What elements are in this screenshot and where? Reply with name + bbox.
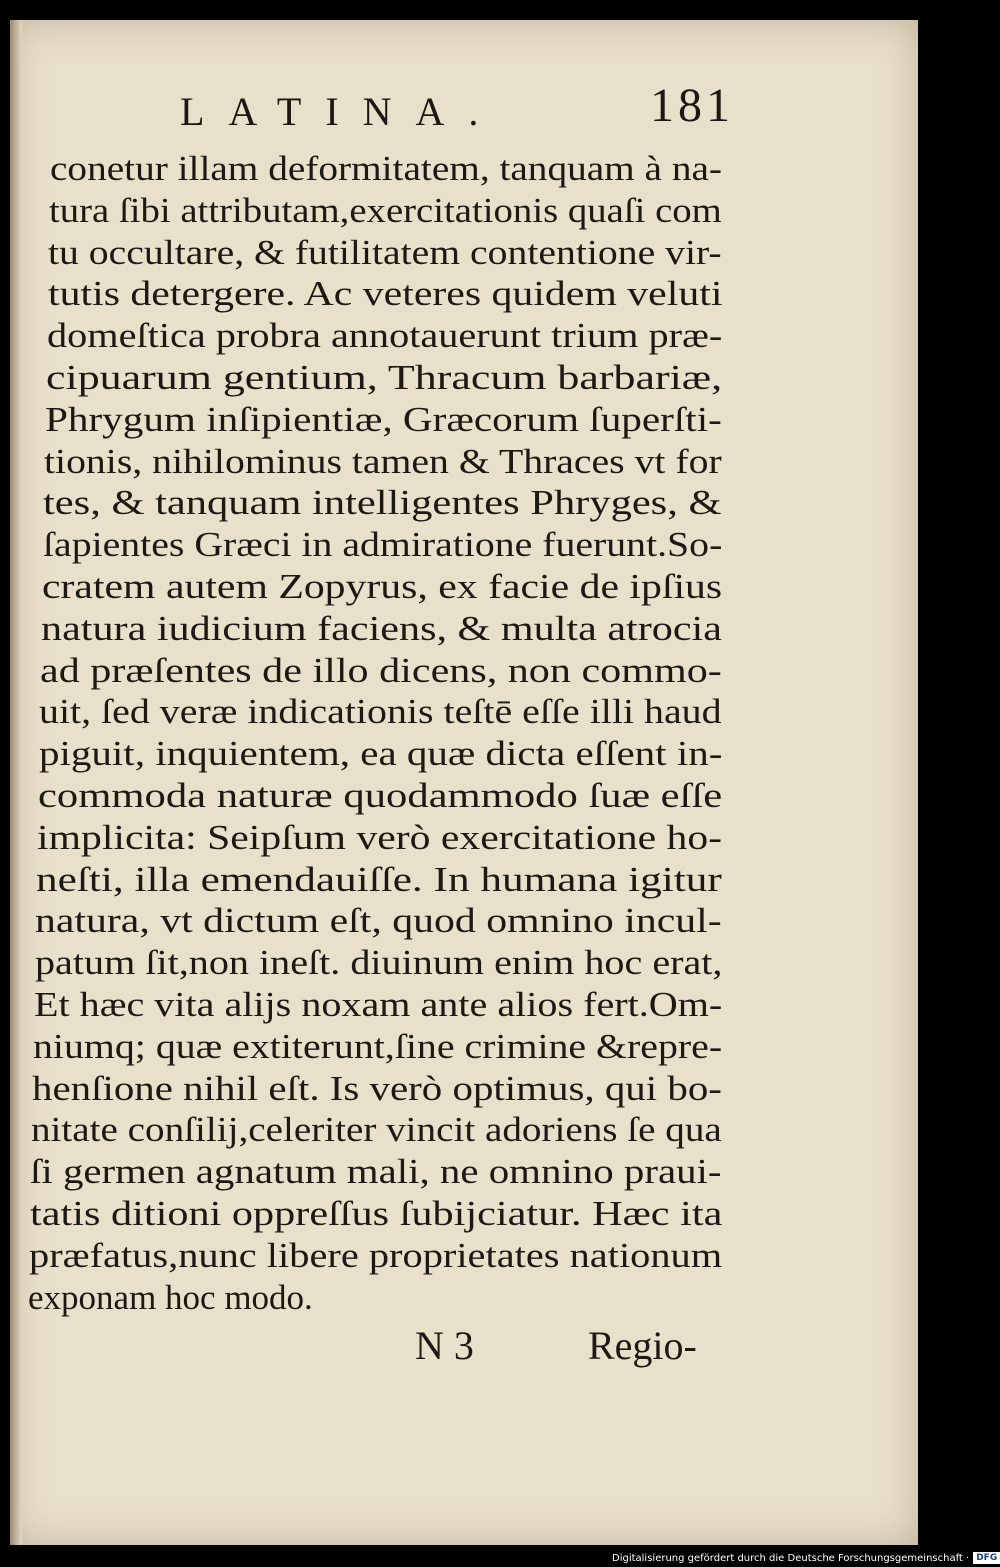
page-number: 181 bbox=[650, 79, 734, 132]
text-line: natura, vt dictum eſt, quod omnino incul- bbox=[35, 901, 722, 941]
text-line: ſapientes Græci in admiratione fuerunt.So- bbox=[42, 525, 722, 565]
book-page bbox=[10, 20, 918, 1545]
text-line: implicita: Seipſum verò exercitatione ho- bbox=[36, 817, 722, 857]
text-line: Phrygum inſipientiæ, Græcorum ſuperſti- bbox=[45, 399, 722, 439]
text-line: tionis, nihilominus tamen & Thraces vt for bbox=[44, 441, 722, 481]
text-line: commoda naturæ quodammodo ſuæ eſſe bbox=[37, 776, 722, 815]
digitization-credit bbox=[612, 1551, 1000, 1565]
text-line: piguit, inquientem, ea quæ dicta eſſent in- bbox=[38, 734, 722, 774]
text-line: cratem autem Zopyrus, ex facie de ipſius bbox=[41, 567, 722, 606]
text-line: præfatus,nunc libere proprietates nationum bbox=[28, 1235, 722, 1275]
running-title: LATINA. bbox=[180, 89, 503, 134]
text-line: natura iudicium faciens, & multa atrocia bbox=[41, 608, 722, 648]
text-line: neſti, illa emendauiſſe. In humana igitur bbox=[36, 859, 722, 899]
text-line: tatis ditioni oppreſſus ſubijciatur. Hæc ita bbox=[29, 1194, 722, 1233]
signature-mark: N 3 bbox=[415, 1323, 474, 1368]
text-line: tutis detergere. Ac veteres quidem veluti bbox=[47, 274, 722, 314]
text-line: domeſtica probra annotauerunt trium præ- bbox=[46, 316, 722, 356]
page-gutter-shadow bbox=[10, 20, 22, 1545]
text-line: Et hæc vita alijs noxam ante alios fert.Om- bbox=[33, 985, 722, 1024]
text-line: tes, & tanquam intelligentes Phryges, & bbox=[43, 483, 722, 523]
text-line: tura ſibi attributam,exercitationis quaſi com bbox=[49, 190, 722, 230]
text-line: conetur illam deformitatem, tanquam à na- bbox=[50, 149, 722, 188]
text-line: uit, ſed veræ indicationis teſtē eſſe illi haud bbox=[39, 692, 722, 732]
text-line: exponam hoc modo. bbox=[28, 1277, 313, 1317]
text-line: tu occultare, & futilitatem contentione vir- bbox=[48, 232, 722, 272]
text-line: niumq; quæ extiterunt,ſine crimine &repre- bbox=[32, 1026, 722, 1066]
text-line: ad præſentes de illo dicens, non commo- bbox=[40, 650, 722, 690]
text-line: ſi germen agnatum mali, ne omnino praui- bbox=[30, 1152, 722, 1192]
text-line: nitate conſilij,celeriter vincit adoriens ſe qua bbox=[31, 1110, 722, 1150]
credit-text: Digitalisierung gefördert durch die Deutsche Forschungsgemeinschaft · bbox=[612, 1552, 970, 1564]
catchword: Regio- bbox=[588, 1323, 697, 1368]
text-line: henſione nihil eſt. Is verò optimus, qui bo- bbox=[32, 1068, 722, 1108]
text-line: cipuarum gentium, Thracum barbariæ, bbox=[45, 358, 722, 397]
text-line: patum ſit,non ineſt. diuinum enim hoc erat, bbox=[34, 943, 722, 983]
running-head bbox=[10, 78, 918, 138]
dfg-logo: DFG bbox=[973, 1552, 1000, 1564]
